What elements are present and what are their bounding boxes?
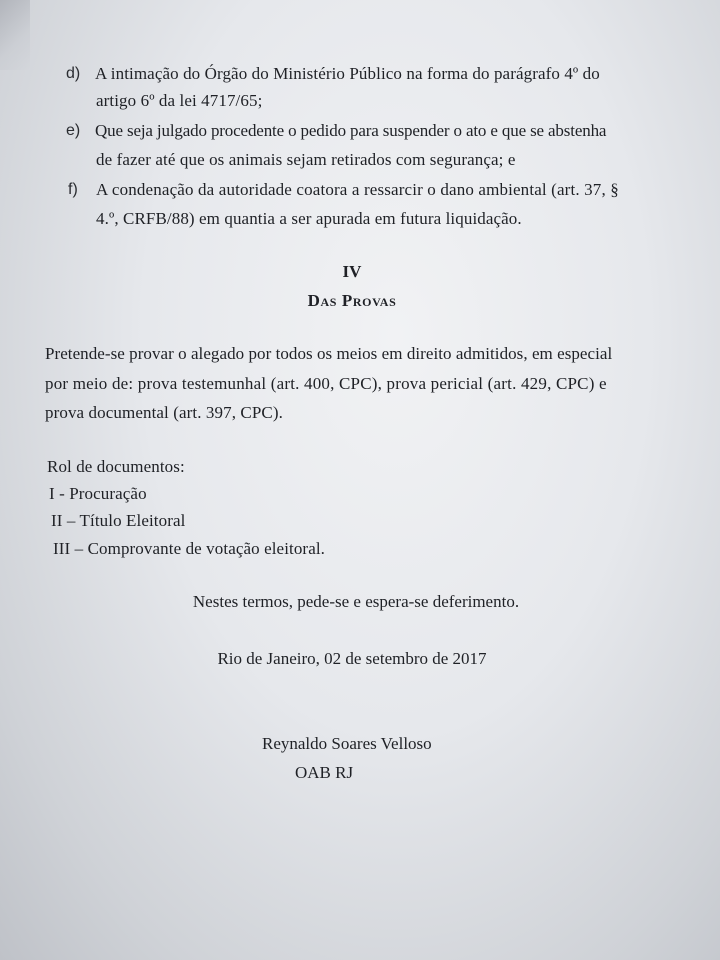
signature-name: Reynaldo Soares Velloso [262,734,432,753]
signature-registration: OAB RJ [295,763,354,782]
document-item-3: III – Comprovante de votação eleitoral. [53,539,326,558]
list-item-letter-f: f) [68,181,78,198]
documents-heading: Rol de documentos: [47,457,185,476]
paragraph-line-2: por meio de: prova testemunhal (art. 400, CPC), prova pericial (art. 429, CPC) e [45,374,607,393]
paragraph-line-1: Pretende-se provar o alegado por todos os meios em direito admitidos, em especial [45,344,613,363]
section-title [0,290,712,312]
list-item-letter-d: d) [66,65,81,82]
section-title-text: Das Provas [307,291,397,310]
paragraph-line-3: prova documental (art. 397, CPC). [45,403,283,422]
list-item-d-line-2: artigo 6º da lei 4717/65; [96,91,263,110]
list-item-d-line-1: A intimação do Órgão do Ministério Público na forma do parágrafo 4º do [95,64,600,83]
closing-text: Nestes termos, pede-se e espera-se deferimento. [192,592,520,611]
document-item-2: II – Título Eleitoral [51,511,186,530]
list-item-e-line-1: Que seja julgado procedente o pedido para suspender o ato e que se abstenha [95,121,607,140]
list-item-e-line-2: de fazer até que os animais sejam retirados com segurança; e [96,150,516,169]
list-item-letter-e: e) [66,122,81,139]
place-and-date: Rio de Janeiro, 02 de setembro de 2017 [217,649,487,668]
list-item-f-line-1: A condenação da autoridade coatora a ressarcir o dano ambiental (art. 37, § [96,180,619,199]
document-item-1: I - Procuração [49,484,147,503]
list-item-f-line-2: 4.º, CRFB/88) em quantia a ser apurada em futura liquidação. [96,209,522,228]
section-number: IV [342,262,362,281]
